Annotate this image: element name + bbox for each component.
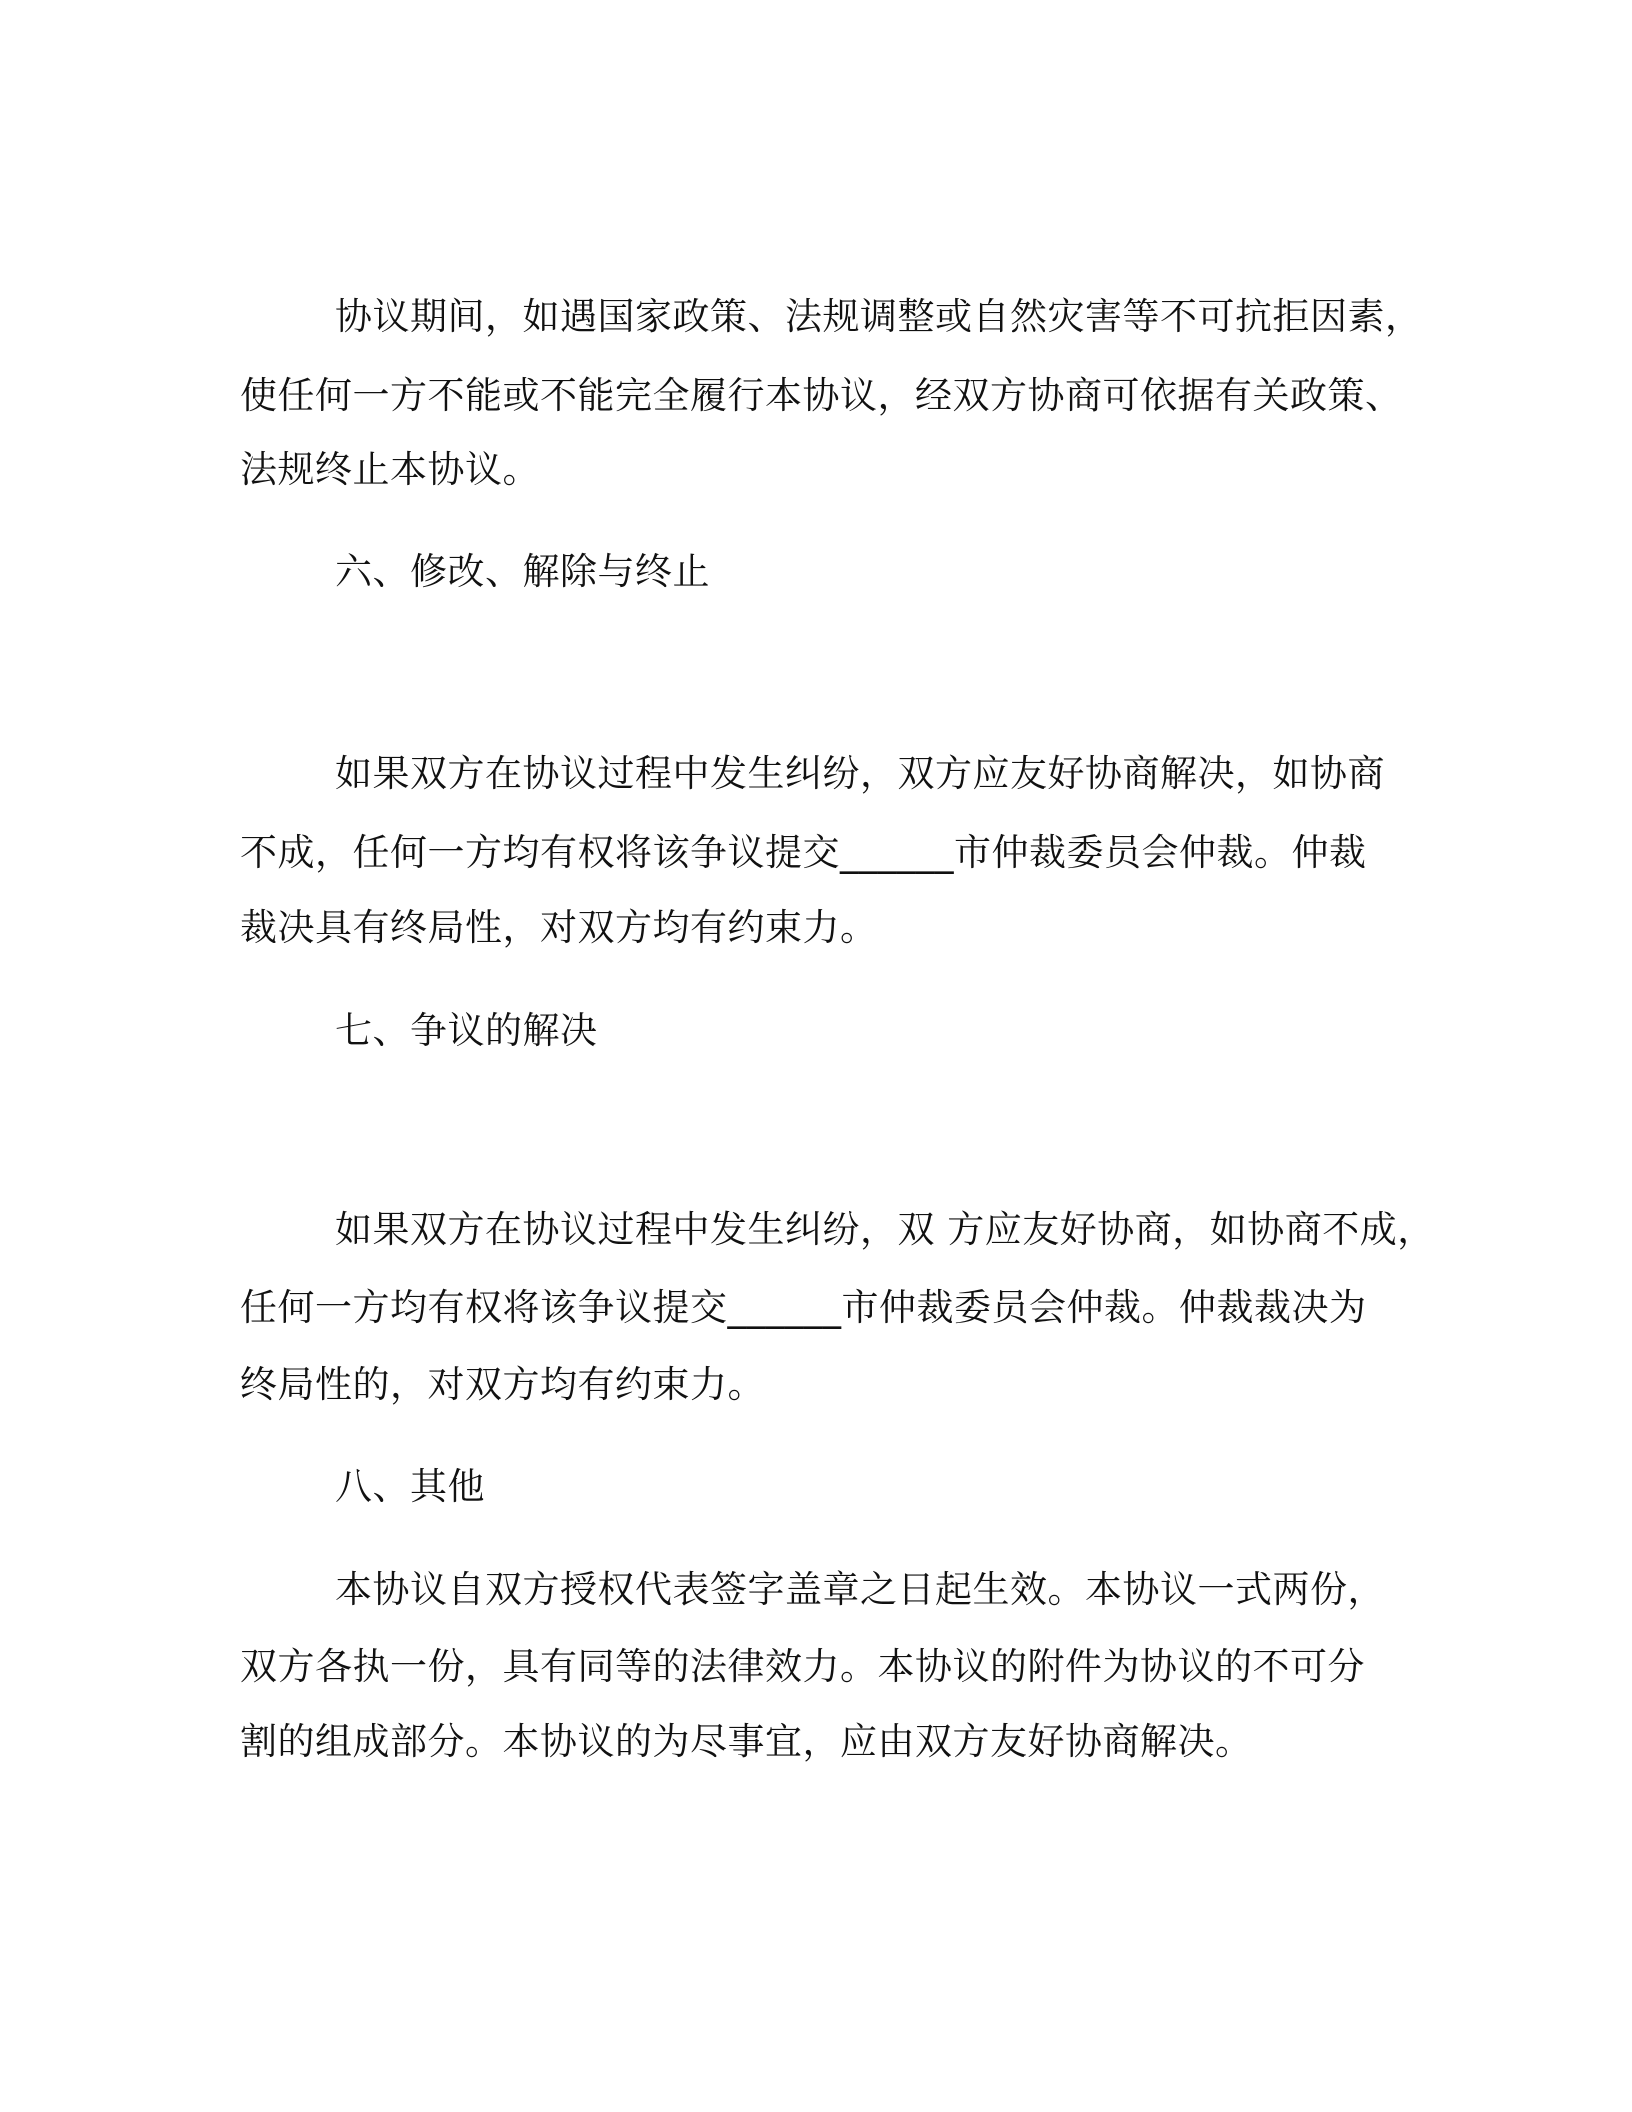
- paragraph-line: 法规终止本协议。: [240, 448, 540, 491]
- paragraph-line: 裁决具有终局性，对双方均有约束力。: [240, 906, 878, 949]
- paragraph-line: 终局性的，对双方均有约束力。: [240, 1363, 765, 1406]
- section-heading: 七、争议的解决: [335, 1009, 598, 1052]
- paragraph-line: 使任何一方不能或不能完全履行本协议，经双方协商可依据有关政策、: [240, 374, 1403, 417]
- paragraph-line: 协议期间，如遇国家政策、法规调整或自然灾害等不可抗拒因素，: [335, 295, 1423, 338]
- section-heading: 八、其他: [335, 1465, 485, 1508]
- paragraph-line: 割的组成部分。本协议的为尽事宜，应由双方友好协商解决。: [240, 1720, 1253, 1763]
- paragraph-line: 双方各执一份，具有同等的法律效力。本协议的附件为协议的不可分: [240, 1645, 1365, 1688]
- paragraph-line: 如果双方在协议过程中发生纠纷，双方应友好协商解决，如协商: [335, 752, 1385, 795]
- paragraph-line: 不成，任何一方均有权将该争议提交______市仲裁委员会仲裁。仲裁: [240, 831, 1367, 874]
- paragraph-line: 任何一方均有权将该争议提交______市仲裁委员会仲裁。仲裁裁决为: [240, 1286, 1367, 1329]
- paragraph-line: 本协议自双方授权代表签字盖章之日起生效。本协议一式两份，: [335, 1568, 1385, 1611]
- section-heading: 六、修改、解除与终止: [335, 550, 710, 593]
- paragraph-line: 如果双方在协议过程中发生纠纷，双 方应友好协商，如协商不成，: [335, 1208, 1435, 1251]
